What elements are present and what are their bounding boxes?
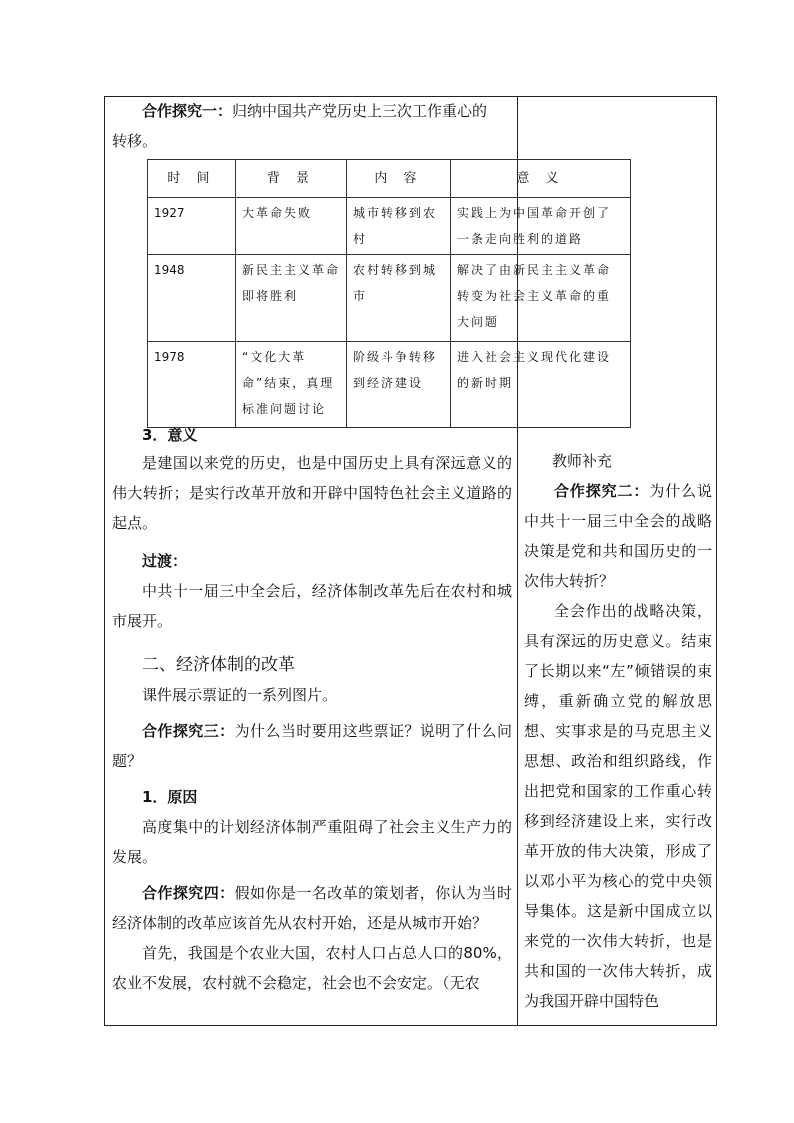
- explore-two-answer: 全会作出的战略决策，具有深远的历史意义。结束了长期以来“左”倾错误的束缚，重新确立党的解放思想、实事求是的马克思主义思想、政治和组织路线，作出把党和国家的工作重心转移到经济建设上来，实行改革开放的伟大决策，形成了以邓小平为核心的党中央领导集体。这是新中国成立以来党的一次伟大转折，也是共和国的一次伟大转折，成为我国开辟中国特色: [524, 602, 712, 1010]
- table-header-row: [148, 160, 631, 198]
- section-two-title: 二、经济体制的改革: [142, 655, 295, 675]
- cell-background: “文化大革命”结束，真理标准问题讨论: [236, 342, 347, 428]
- shift-table: [147, 159, 631, 428]
- cell-background: 新民主主义革命即将胜利: [236, 255, 347, 342]
- section3-text: 是建国以来党的历史，也是中国历史上具有深远意义的伟大转折；是实行改革开放和开辟中国特色社会主义道路的起点。: [112, 454, 512, 532]
- cause-text: 高度集中的计划经济体制严重阻碍了社会主义生产力的发展。: [112, 818, 512, 866]
- main-column-lower: [112, 422, 512, 998]
- main-column: [112, 96, 512, 156]
- explore-one-text: 归纳中国共产党历史上三次工作重心的: [232, 102, 488, 120]
- cell-meaning: 实践上为中国革命开创了一条走向胜利的道路: [451, 198, 631, 255]
- explore-one-text-cont: 转移。: [112, 132, 158, 150]
- header-meaning: 意 义: [451, 160, 631, 198]
- explore-three-text: 为什么当时要用这些票证？说明了什么问题？: [112, 722, 512, 770]
- answer-four-text: 首先，我国是个农业大国，农村人口占总人口的80%，农业不发展，农村就不会稳定，社会也不会安定。（无农: [112, 944, 512, 992]
- teacher-note: 教师补充: [552, 452, 613, 470]
- cause-title: 1．原因: [142, 788, 198, 806]
- header-background: 背 景: [236, 160, 347, 198]
- cell-meaning: 进入社会主义现代化建设的新时期: [451, 342, 631, 428]
- cell-content: 阶级斗争转移到经济建设: [347, 342, 451, 428]
- explore-two-text: 为什么说中共十一届三中全会的战略决策是党和共和国历史的一次伟大转折？: [524, 482, 712, 590]
- cell-meaning: 解决了由新民主主义革命转变为社会主义革命的重大问题: [451, 255, 631, 342]
- explore-one-label: 合作探究一：: [142, 102, 233, 120]
- header-time: 时 间: [148, 160, 236, 198]
- table-row: [148, 198, 631, 255]
- cell-background: 大革命失败: [236, 198, 347, 255]
- explore-four: [112, 878, 512, 938]
- table-row: [148, 342, 631, 428]
- table-row: [148, 255, 631, 342]
- transition-title: 过渡：: [142, 552, 188, 570]
- explore-one: [112, 96, 512, 126]
- transition-text: 中共十一届三中全会后，经济体制改革先后在农村和城市展开。: [112, 582, 512, 630]
- explore-four-text: 假如你是一名改革的策划者，你认为当时经济体制的改革应该首先从农村开始，还是从城市开始？: [112, 884, 512, 932]
- cell-content: 农村转移到城市: [347, 255, 451, 342]
- explore-four-label: 合作探究四：: [142, 884, 235, 902]
- side-column: [524, 446, 712, 1016]
- cell-time: 1927: [148, 198, 236, 255]
- cell-time: 1948: [148, 255, 236, 342]
- cell-content: 城市转移到农村: [347, 198, 451, 255]
- explore-two: [524, 476, 712, 596]
- cell-time: 1978: [148, 342, 236, 428]
- explore-three: [112, 716, 512, 776]
- explore-two-label: 合作探究二：: [554, 482, 650, 500]
- section-two-intro: 课件展示票证的一系列图片。: [142, 686, 338, 704]
- explore-three-label: 合作探究三：: [142, 722, 235, 740]
- header-content: 内 容: [347, 160, 451, 198]
- section3-title: 3．意义: [142, 426, 198, 444]
